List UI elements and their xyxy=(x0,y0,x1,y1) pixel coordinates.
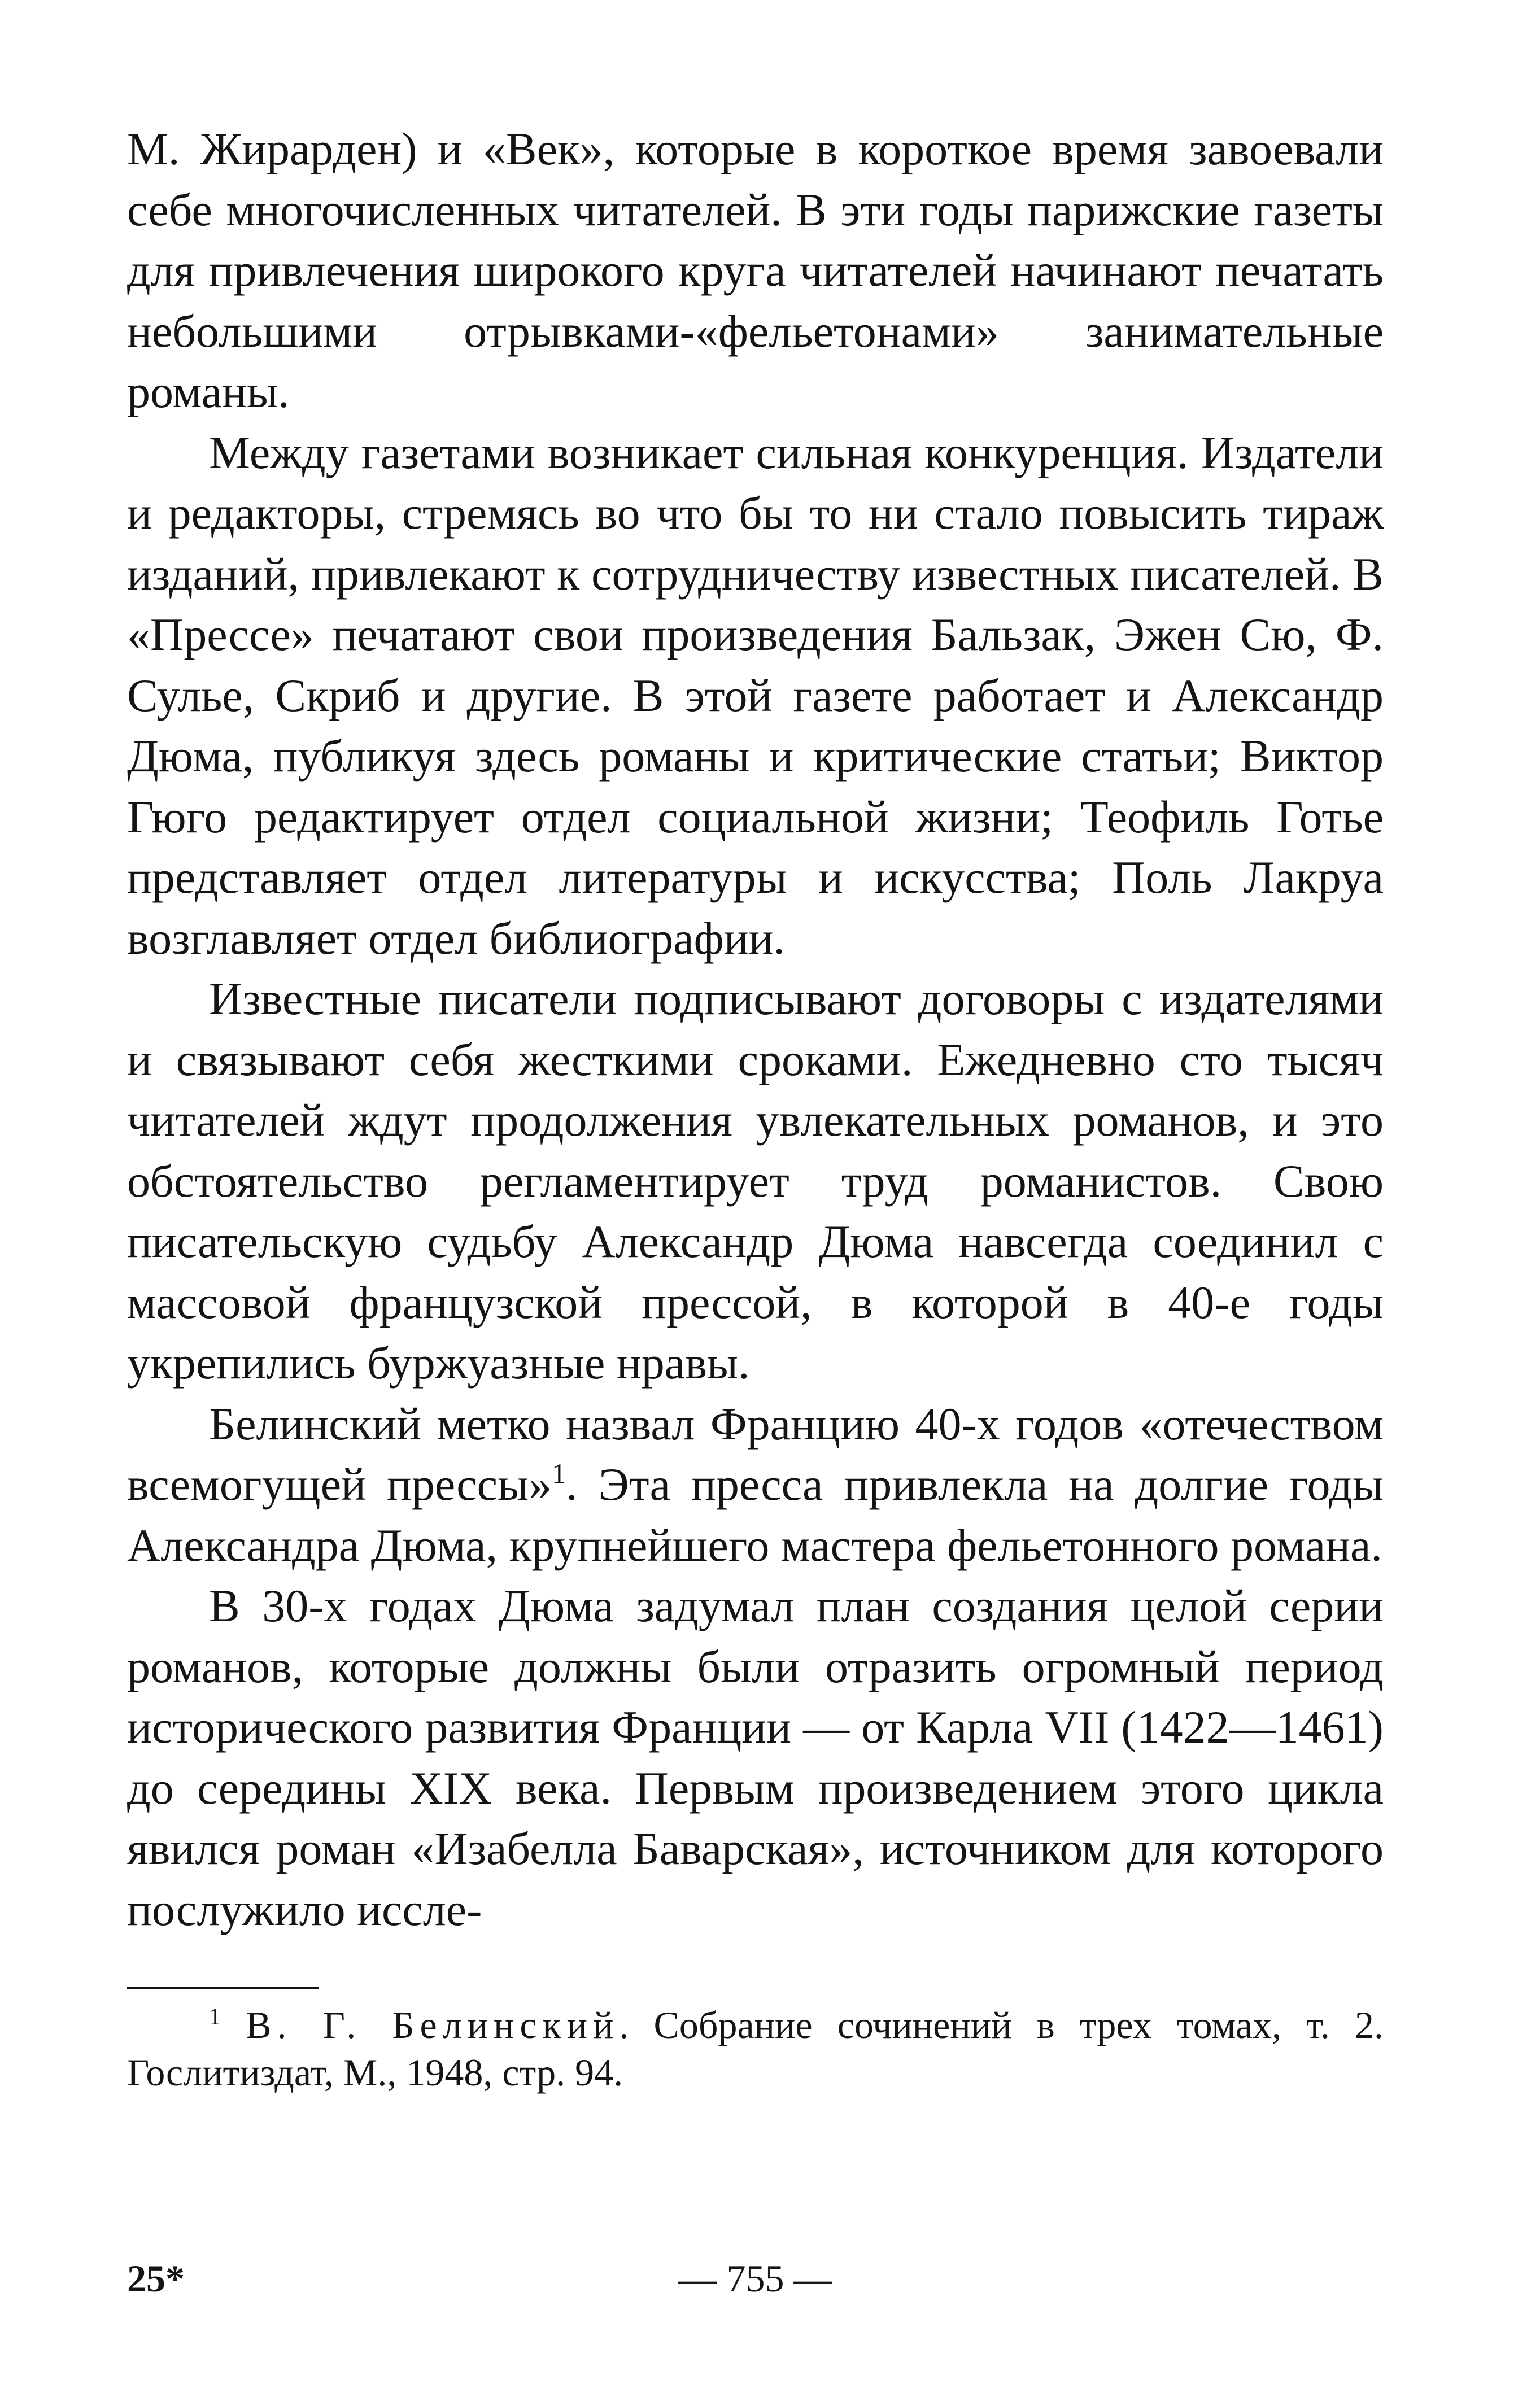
paragraph-4-text-after-ref: . Эта пресса привлекла на долгие годы Александра Дюма, крупнейшего мастера фельетонного романа. xyxy=(127,1459,1384,1571)
signature-mark: 25* xyxy=(127,2257,185,2300)
paragraph-4 xyxy=(127,1394,1384,1576)
paragraph-5: В 30-х годах Дюма задумал план создания целой серии романов, которые должны были отразить огромный период исторического развития Франции — от Карла VII (1422—1461) до середины XIX века. Первым произведением этого цикла явился роман «Изабелла Баварская», источником для которого послужило иссле- xyxy=(127,1580,1384,1935)
footnote-author: В. Г. Белинский xyxy=(246,2003,620,2046)
footnote-marker: 1 xyxy=(209,2004,221,2030)
page xyxy=(127,119,1384,2321)
paragraph-2: Между газетами возникает сильная конкуренция. Издатели и редакторы, стремясь во что бы то ни стало повысить тираж изданий, привлекают к сотрудничеству известных писателей. В «Прессе» печатают свои произведения Бальзак, Эжен Сю, Ф. Сулье, Скриб и другие. В этой газете работает и Александр Дюма, публикуя здесь романы и критические статьи; Виктор Гюго редактирует отдел социальной жизни; Теофиль Готье представляет отдел литературы и искусства; Поль Лакруа возглавляет отдел библиографии. xyxy=(127,426,1384,964)
page-number: — 755 — xyxy=(678,2257,832,2300)
footnote xyxy=(127,2001,1384,2096)
paragraph-1: М. Жирарден) и «Век», которые в короткое время завоевали себе многочисленных читателей. В эти годы парижские газеты для привлечения широкого круга читателей начинают печатать небольшими отрывками-«фельетонами» занимательные романы. xyxy=(127,123,1384,417)
paragraph-3: Известные писатели подписывают договоры с издателями и связывают себя жесткими сроками. Ежедневно сто тысяч читателей ждут продолжения увлекательных романов, и это обстоятельство регламентирует труд романистов. Свою писательскую судьбу Александр Дюма навсегда соединил с массовой французской прессой, в которой в 40-е годы укрепились буржуазные нравы. xyxy=(127,973,1384,1389)
footnote-divider xyxy=(127,1987,319,1989)
body-text xyxy=(127,119,1384,1976)
paragraph-4-text-before-ref: Белинский метко назвал Францию 40-х годов «отечеством всемогущей прессы» xyxy=(127,1398,1384,1510)
page-footer xyxy=(127,2253,1384,2304)
footnote-reference[interactable]: 1 xyxy=(552,1457,566,1489)
footnote-text: . Собрание сочинений в трех томах, т. 2. Гослитиздат, М., 1948, стр. 94. xyxy=(127,2003,1384,2094)
